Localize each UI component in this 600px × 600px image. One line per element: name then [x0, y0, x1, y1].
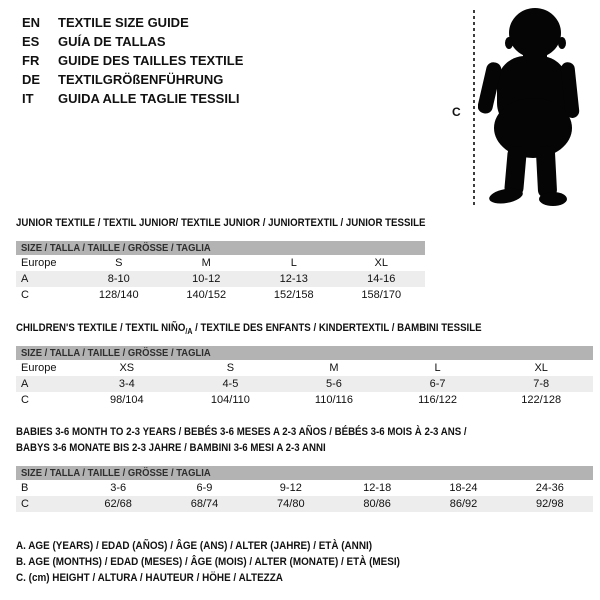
table-header-text: SIZE / TALLA / TAILLE / GRÖSSE / TAGLIA	[21, 347, 211, 359]
table-cell: 68/74	[190, 498, 219, 510]
table-cell: A	[21, 378, 29, 390]
table-row	[16, 392, 593, 408]
table-cell: C	[21, 289, 29, 301]
table-cell: 128/140	[98, 289, 139, 301]
table-cell: 24-36	[535, 482, 564, 494]
table-cell: 92/98	[536, 498, 564, 510]
section-title-children	[16, 322, 482, 336]
table-cell: 122/128	[521, 394, 562, 406]
language-title: GUIDE DES TAILLES TEXTILE	[58, 53, 244, 68]
language-row	[22, 70, 243, 89]
language-list	[22, 13, 243, 108]
table-cell: M	[201, 257, 211, 269]
language-code: ES	[22, 34, 40, 49]
table-row	[16, 255, 425, 271]
language-title: TEXTILGRÖßENFÜHRUNG	[58, 72, 224, 87]
language-code: EN	[22, 15, 41, 30]
table-row	[16, 287, 425, 303]
table-header-text: SIZE / TALLA / TAILLE / GRÖSSE / TAGLIA	[21, 467, 211, 479]
table-cell: S	[226, 362, 235, 374]
junior-table	[16, 255, 425, 303]
section-title-line2: BABYS 3-6 MONATE BIS 2-3 JAHRE / BAMBINI 3-6 MESI A 2-3 ANNI	[16, 442, 326, 454]
legend-note-b: B. AGE (MONTHS) / EDAD (MESES) / ÂGE (MOIS) / ALTER (MONATE) / ETÀ (MESI)	[16, 556, 400, 568]
language-row	[22, 89, 243, 108]
height-measure-label: C	[452, 105, 461, 119]
language-row	[22, 13, 243, 32]
table-header-text: SIZE / TALLA / TAILLE / GRÖSSE / TAGLIA	[21, 242, 211, 254]
table-cell: 62/68	[104, 498, 132, 510]
table-cell: 80/86	[363, 498, 391, 510]
table-cell: 86/92	[449, 498, 478, 510]
table-row	[16, 376, 593, 392]
legend-note-a: A. AGE (YEARS) / EDAD (AÑOS) / ÂGE (ANS) / ALTER (JAHRE) / ETÀ (ANNI)	[16, 540, 373, 552]
children-size-table	[16, 346, 593, 408]
language-row	[22, 32, 243, 51]
table-cell: A	[21, 273, 29, 285]
section-title-junior: JUNIOR TEXTILE / TEXTIL JUNIOR/ TEXTILE JUNIOR / JUNIORTEXTIL / JUNIOR TESSILE	[16, 217, 426, 229]
table-cell: 152/158	[273, 289, 314, 301]
height-measure-dashed-line	[473, 10, 475, 206]
babies-table	[16, 480, 593, 512]
section-title-subscript: /A	[185, 327, 193, 337]
language-title: TEXTILE SIZE GUIDE	[58, 15, 189, 30]
table-cell: 12-13	[279, 273, 308, 285]
table-header-children	[16, 346, 593, 360]
table-cell: M	[329, 362, 339, 374]
table-cell: 12-18	[363, 482, 392, 494]
table-cell: 110/116	[314, 394, 354, 406]
table-cell: C	[21, 394, 29, 406]
table-cell: XL	[534, 362, 548, 374]
language-code: DE	[22, 72, 41, 87]
table-row	[16, 496, 593, 512]
table-cell: 104/110	[210, 394, 250, 406]
babies-size-table	[16, 466, 593, 512]
table-cell: L	[290, 257, 297, 269]
table-row	[16, 360, 593, 376]
table-cell: 6-7	[429, 378, 446, 390]
table-cell: 116/122	[418, 394, 458, 406]
table-cell: 10-12	[192, 273, 221, 285]
table-cell: 9-12	[279, 482, 302, 494]
language-code: IT	[22, 91, 34, 106]
table-cell: 7-8	[533, 378, 550, 390]
section-title-text: CHILDREN'S TEXTILE / TEXTIL NIÑO	[16, 322, 186, 334]
table-cell: 8-10	[107, 273, 130, 285]
section-title-line1: BABIES 3-6 MONTH TO 2-3 YEARS / BEBÉS 3-6 MESES A 2-3 AÑOS / BÉBÉS 3-6 MOIS À 2-3 ANS /	[16, 426, 467, 438]
legend-notes	[16, 538, 443, 586]
table-cell: 18-24	[449, 482, 478, 494]
table-cell: 5-6	[326, 378, 342, 390]
table-cell: C	[21, 498, 29, 510]
section-title-text: / TEXTILE DES ENFANTS / KINDERTEXTIL / BAMBINI TESSILE	[192, 322, 482, 334]
baby-silhouette-icon	[478, 6, 583, 208]
table-cell: 4-5	[222, 378, 239, 390]
table-cell: XL	[374, 257, 388, 269]
table-cell: B	[21, 482, 29, 494]
junior-size-table	[16, 241, 425, 303]
table-cell: Europe	[21, 257, 57, 269]
table-row	[16, 480, 593, 496]
language-code: FR	[22, 53, 40, 68]
table-row	[16, 271, 425, 287]
table-header-junior	[16, 241, 425, 255]
table-cell: 6-9	[196, 482, 213, 494]
table-cell: XS	[119, 362, 135, 374]
table-cell: 98/104	[109, 394, 144, 406]
children-table	[16, 360, 593, 408]
table-cell: L	[434, 362, 441, 374]
table-cell: 74/80	[277, 498, 305, 510]
legend-note-c: C. (cm) HEIGHT / ALTURA / HAUTEUR / HÖHE / ALTEZZA	[16, 572, 283, 584]
table-cell: 158/170	[361, 289, 402, 301]
language-title: GUIDA ALLE TAGLIE TESSILI	[58, 91, 240, 106]
table-cell: 14-16	[367, 273, 396, 285]
table-header-babies	[16, 466, 593, 480]
section-title-babies	[16, 424, 467, 456]
table-cell: 140/152	[186, 289, 227, 301]
language-title: GUÍA DE TALLAS	[58, 34, 166, 49]
language-row	[22, 51, 243, 70]
table-cell: Europe	[21, 362, 57, 374]
table-cell: 3-4	[118, 378, 135, 390]
table-cell: 3-6	[110, 482, 127, 494]
table-cell: S	[115, 257, 123, 269]
